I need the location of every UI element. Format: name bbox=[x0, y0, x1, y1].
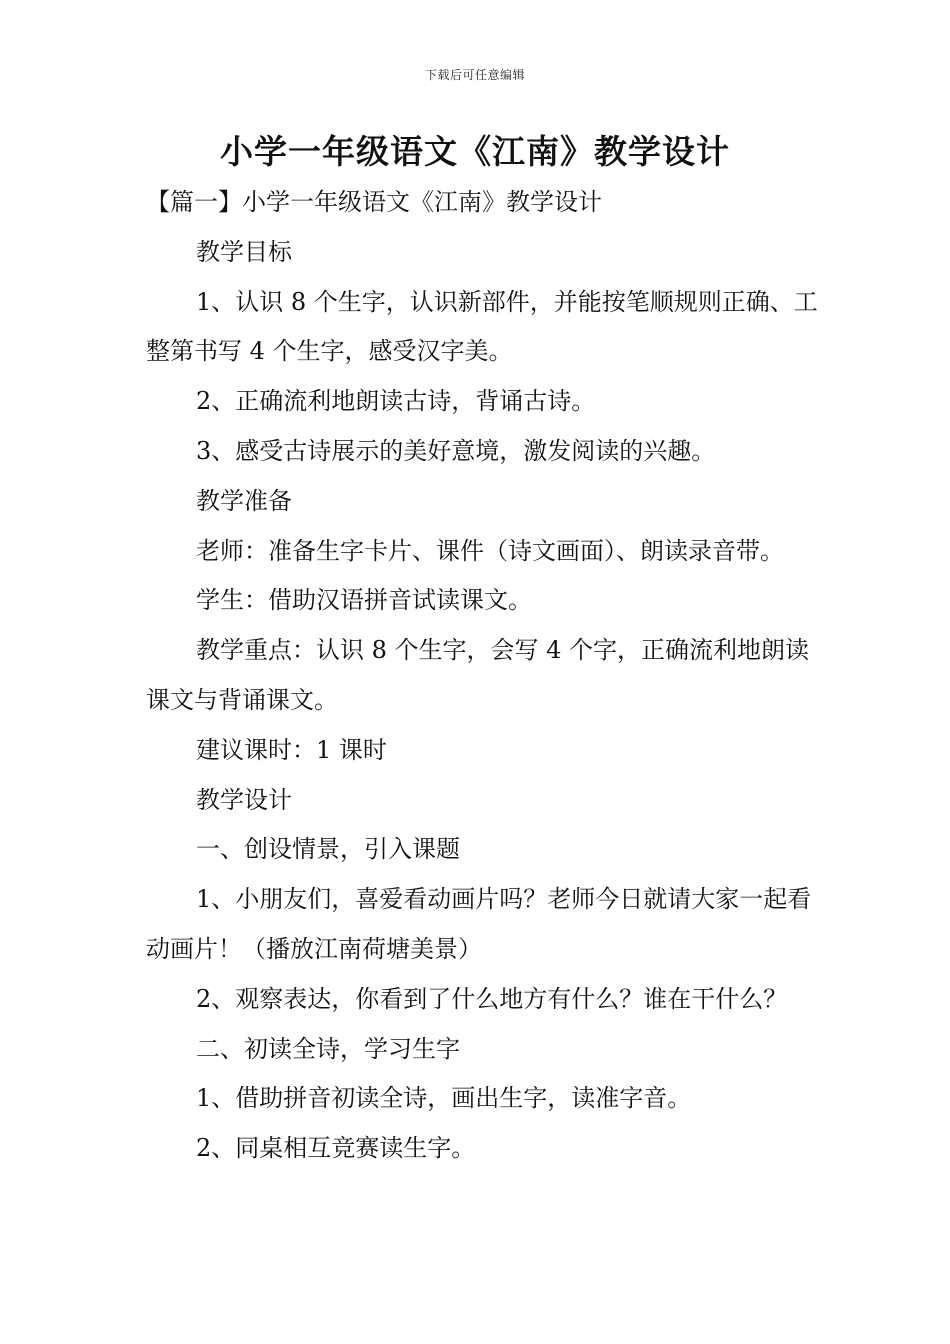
paragraph: 1、借助拼音初读全诗，画出生字，读准字音。 bbox=[196, 1084, 692, 1113]
paragraph: 1、认识 8 个生字，认识新部件，并能按笔顺规则正确、工整第书写 4 个生字，感受汉字美。 bbox=[146, 287, 818, 366]
paragraph: 教学目标 bbox=[196, 237, 292, 266]
paragraph: 一、创设情景，引入课题 bbox=[196, 835, 460, 864]
paragraph: 2、同桌相互竞赛读生字。 bbox=[196, 1134, 476, 1163]
section-heading: 【篇一】小学一年级语文《江南》教学设计 bbox=[146, 188, 602, 216]
paragraph: 老师：准备生字卡片、课件（诗文画面）、朗读录音带。 bbox=[196, 536, 784, 565]
paragraph: 2、观察表达，你看到了什么地方有什么？谁在干什么？ bbox=[196, 984, 788, 1013]
document-title: 小学一年级语文《江南》教学设计 bbox=[220, 132, 730, 171]
paragraph: 教学准备 bbox=[196, 486, 292, 515]
paragraph: 二、初读全诗，学习生字 bbox=[196, 1034, 460, 1063]
paragraph: 2、正确流利地朗读古诗，背诵古诗。 bbox=[196, 387, 596, 416]
paragraph: 1、小朋友们，喜爱看动画片吗？老师今日就请大家一起看动画片！（播放江南荷塘美景） bbox=[146, 885, 812, 963]
paragraph: 学生：借助汉语拼音试读课文。 bbox=[196, 586, 532, 615]
document-body bbox=[146, 178, 818, 1174]
paragraph: 3、感受古诗展示的美好意境，激发阅读的兴趣。 bbox=[196, 436, 716, 465]
header-note: 下载后可任意编辑 bbox=[424, 68, 525, 82]
paragraph: 建议课时：1 课时 bbox=[196, 735, 387, 764]
paragraph: 教学重点：认识 8 个生字，会写 4 个字，正确流利地朗读课文与背诵课文。 bbox=[146, 636, 810, 714]
paragraph: 教学设计 bbox=[196, 785, 292, 814]
